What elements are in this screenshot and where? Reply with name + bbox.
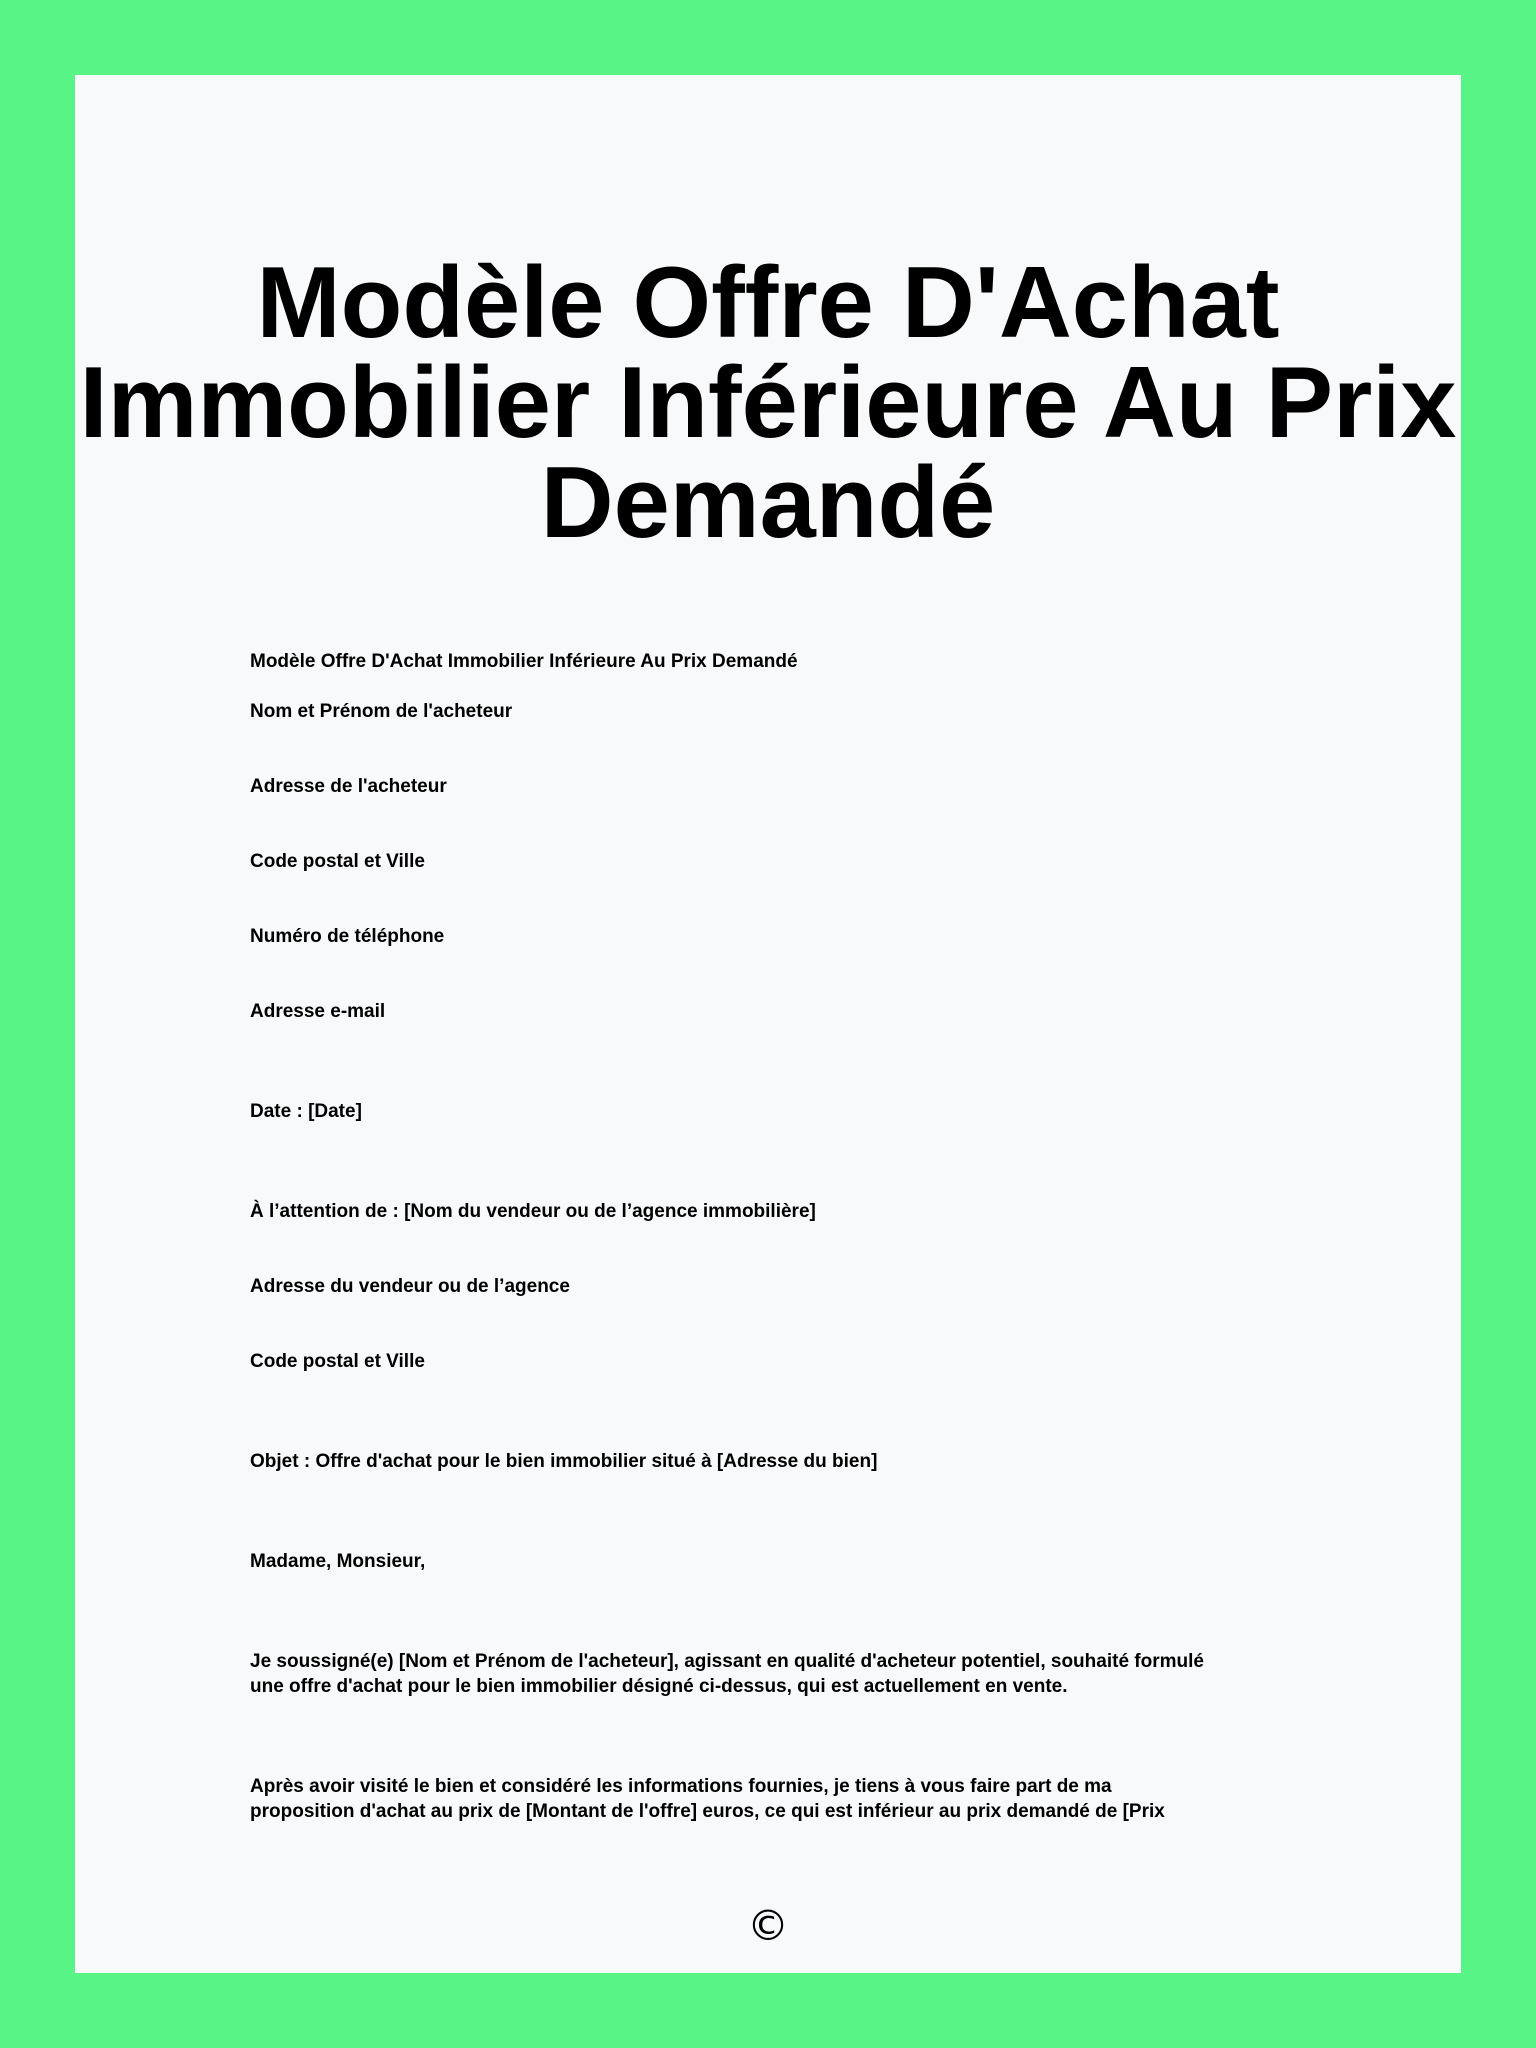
buyer-postal-city: Code postal et Ville (250, 851, 425, 872)
salutation: Madame, Monsieur, (250, 1551, 426, 1572)
attention-line: À l’attention de : [Nom du vendeur ou de l’agence immobilière] (250, 1201, 816, 1222)
buyer-address: Adresse de l'acheteur (250, 776, 447, 797)
copyright-icon: © (747, 1901, 789, 1950)
title-line-1: Modèle Offre D'Achat (256, 247, 1280, 359)
title-line-2: Immobilier Inférieure Au Prix (79, 347, 1457, 459)
paragraph-1 (250, 1649, 1300, 1699)
title-line-3: Demandé (540, 447, 996, 559)
document-page (75, 75, 1461, 1973)
document-subtitle: Modèle Offre D'Achat Immobilier Inférieure Au Prix Demandé (250, 651, 798, 672)
buyer-phone: Numéro de téléphone (250, 926, 445, 947)
letter-date: Date : [Date] (250, 1101, 362, 1122)
paragraph-1-line-2: une offre d'achat pour le bien immobilier désigné ci-dessus, qui est actuellement en vente. (250, 1676, 1068, 1697)
buyer-name: Nom et Prénom de l'acheteur (250, 701, 513, 722)
paragraph-1-line-1: Je soussigné(e) [Nom et Prénom de l'acheteur], agissant en qualité d'acheteur potentiel, souhaité formulé (250, 1651, 1204, 1672)
seller-address: Adresse du vendeur ou de l’agence (250, 1276, 570, 1297)
paragraph-2 (250, 1774, 1300, 1824)
paragraph-2-line-1: Après avoir visité le bien et considéré les informations fournies, je tiens à vous faire part de ma (250, 1776, 1112, 1797)
document-title (75, 247, 1461, 559)
letter-object: Objet : Offre d'achat pour le bien immobilier situé à [Adresse du bien] (250, 1451, 878, 1472)
paragraph-2-line-2: proposition d'achat au prix de [Montant de l'offre] euros, ce qui est inférieur au prix demandé de [Prix (250, 1801, 1165, 1822)
seller-postal-city: Code postal et Ville (250, 1351, 425, 1372)
buyer-email: Adresse e-mail (250, 1001, 386, 1022)
